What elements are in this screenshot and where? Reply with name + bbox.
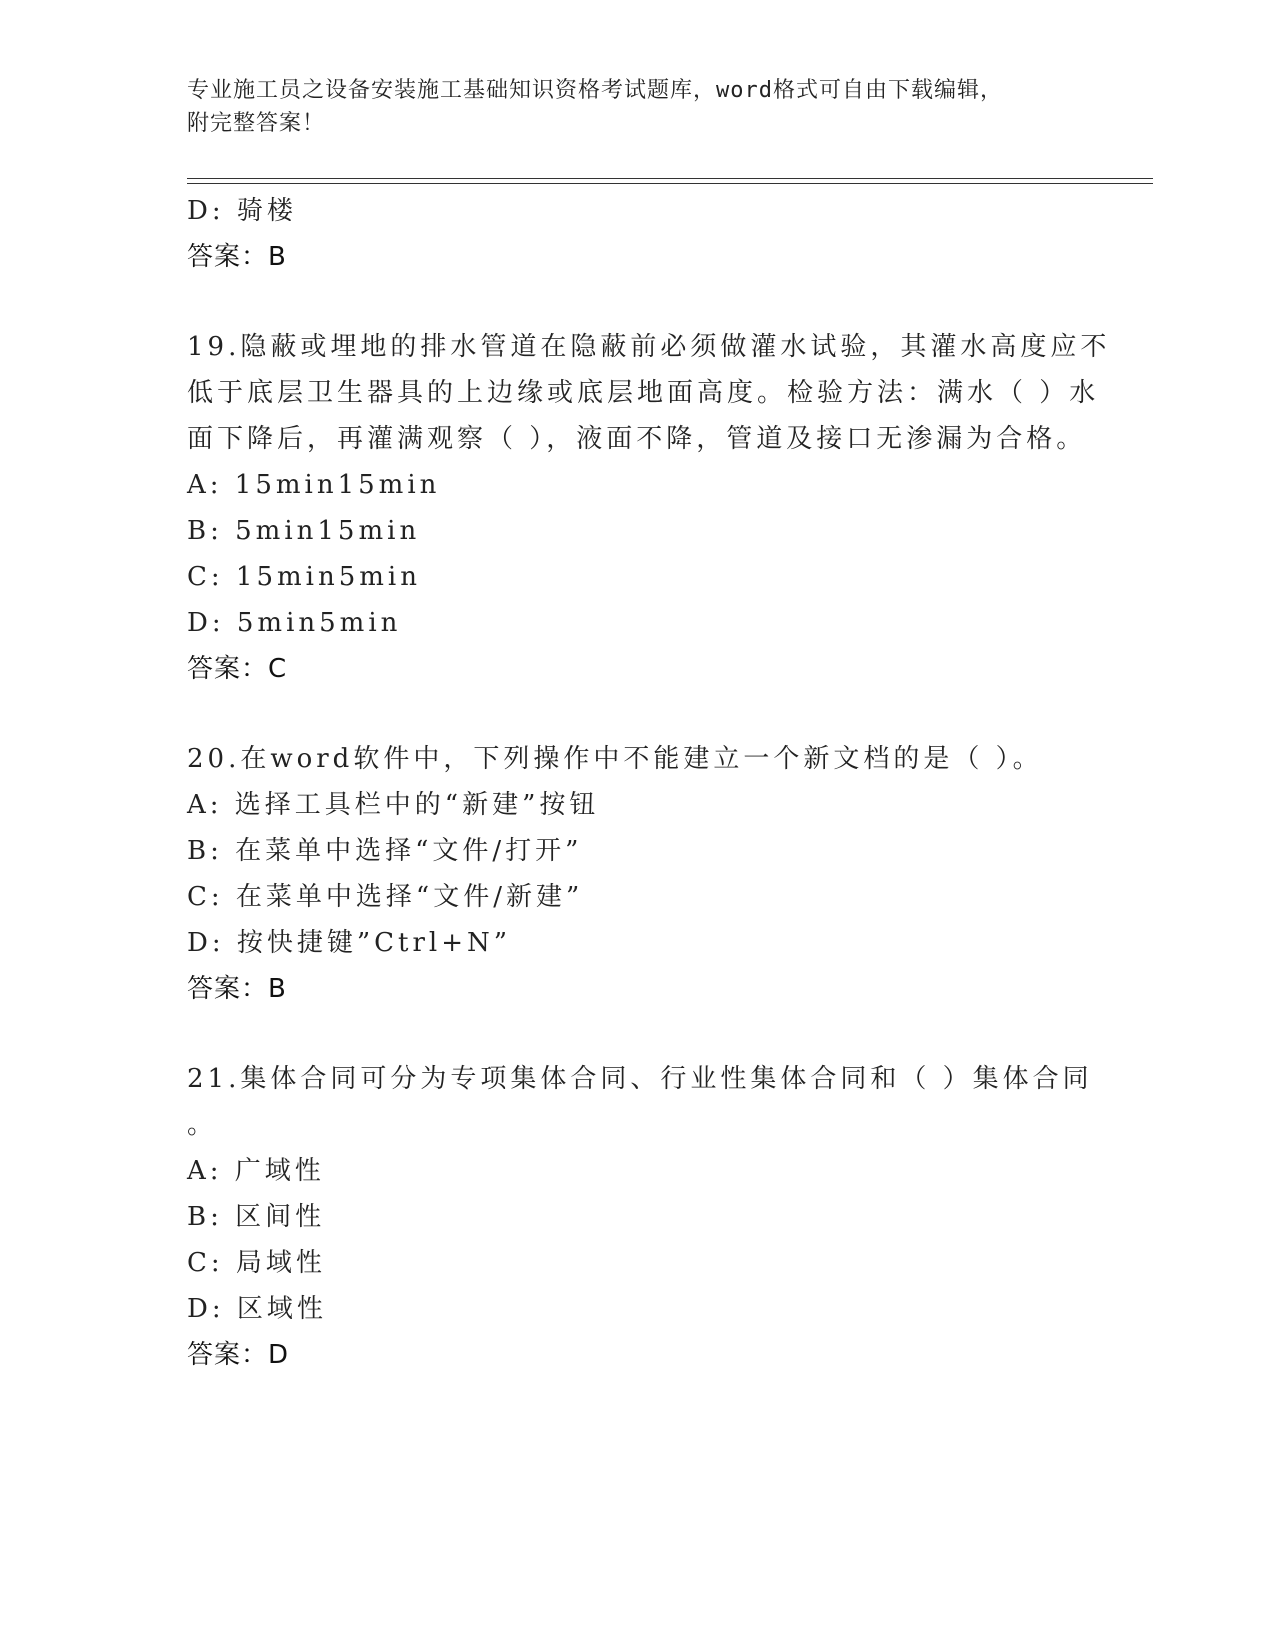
question-gap bbox=[187, 280, 1107, 324]
question-20-text-line-1: 20.在word软件中，下列操作中不能建立一个新文档的是（ ）。 bbox=[187, 744, 1043, 774]
question-20-option-b: B: 在菜单中选择“文件/打开” bbox=[187, 836, 583, 866]
question-21-option-b: B: 区间性 bbox=[187, 1202, 326, 1232]
question-20-option-d: D: 按快捷键”Ctrl+N” bbox=[187, 928, 512, 958]
question-19-text-line-2: 低于底层卫生器具的上边缘或底层地面高度。检验方法：满水（ ）水 bbox=[187, 378, 1100, 408]
question-21-text-line-1: 21.集体合同可分为专项集体合同、行业性集体合同和（ ）集体合同 bbox=[187, 1064, 1093, 1094]
question-19-answer: 答案：C bbox=[187, 654, 288, 684]
question-gap bbox=[187, 1012, 1107, 1056]
question-19-text-line-1: 19.隐蔽或埋地的排水管道在隐蔽前必须做灌水试验，其灌水高度应不 bbox=[187, 332, 1111, 362]
header-line-1: 专业施工员之设备安装施工基础知识资格考试题库，word格式可自由下载编辑， bbox=[187, 78, 1003, 103]
question-19-option-a: A: 15min15min bbox=[187, 470, 441, 500]
question-21-option-d: D: 区域性 bbox=[187, 1294, 327, 1324]
prev-question-answer: 答案：B bbox=[187, 242, 287, 272]
question-19-text-line-3: 面下降后，再灌满观察（ ），液面不降，管道及接口无渗漏为合格。 bbox=[187, 424, 1087, 454]
question-20-option-a: A: 选择工具栏中的“新建”按钮 bbox=[187, 790, 600, 820]
question-21-option-a: A: 广域性 bbox=[187, 1156, 325, 1186]
question-19-option-b: B: 5min15min bbox=[187, 516, 421, 546]
question-21-option-c: C: 局域性 bbox=[187, 1248, 326, 1278]
question-19-option-c: C: 15min5min bbox=[187, 562, 421, 592]
question-19-option-d: D: 5min5min bbox=[187, 608, 402, 638]
header-line-2: 附完整答案！ bbox=[187, 111, 326, 136]
question-20-answer: 答案：B bbox=[187, 974, 287, 1004]
prev-question-option-d: D: 骑楼 bbox=[187, 196, 297, 226]
question-20-option-c: C: 在菜单中选择“文件/新建” bbox=[187, 882, 584, 912]
document-header bbox=[187, 74, 1067, 140]
question-21-answer: 答案：D bbox=[187, 1340, 290, 1370]
question-19 bbox=[187, 324, 1111, 692]
question-gap bbox=[187, 692, 1107, 736]
question-content bbox=[187, 188, 1111, 1378]
question-20 bbox=[187, 736, 1107, 1012]
question-21-text-line-2: 。 bbox=[187, 1110, 218, 1140]
header-divider bbox=[187, 178, 1153, 184]
question-21 bbox=[187, 1056, 1107, 1378]
